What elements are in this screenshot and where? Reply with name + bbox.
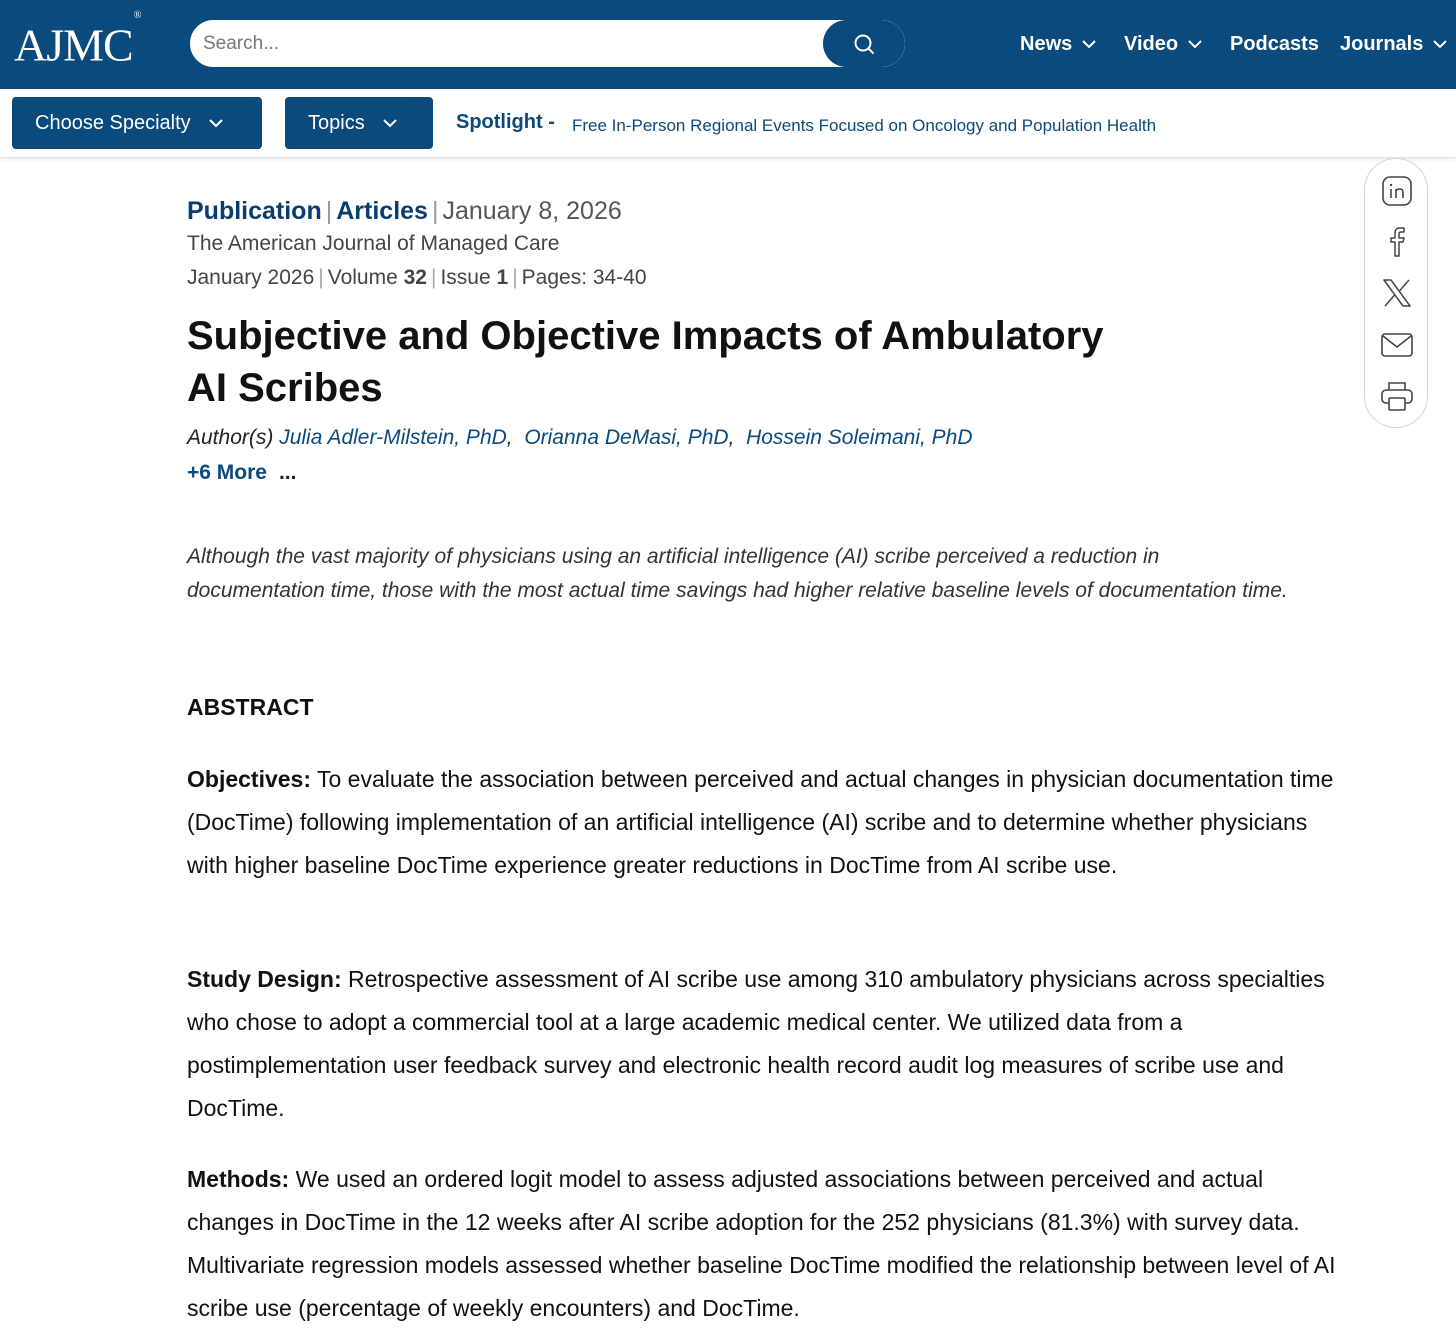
facebook-icon <box>1381 225 1413 259</box>
more-authors-ellipsis: ... <box>278 461 297 484</box>
author-link[interactable]: Hossein Soleimani, PhD <box>746 426 973 449</box>
chevron-down-icon <box>1188 40 1202 49</box>
search-input[interactable] <box>190 20 824 67</box>
nav-video-label: Video <box>1124 33 1179 55</box>
author-link[interactable]: Julia Adler-Milstein, PhD <box>279 426 507 449</box>
nav-podcasts-label: Podcasts <box>1230 33 1319 55</box>
search-icon <box>853 33 875 55</box>
issue-date: January 2026 <box>187 266 315 289</box>
article-date: January 8, 2026 <box>442 197 622 225</box>
journal-name: The American Journal of Managed Care <box>187 232 560 255</box>
choose-specialty-label: Choose Specialty <box>35 111 191 134</box>
abstract-study-design <box>187 958 1347 1130</box>
article-title-line-1: Subjective and Objective Impacts of Ambulatory <box>187 314 1104 358</box>
x-icon <box>1381 277 1413 309</box>
article-meta: Publication | Articles | January 8, 2026 <box>187 197 622 225</box>
issue-number: 1 <box>496 266 509 289</box>
chevron-down-icon <box>1433 40 1447 49</box>
nav-journals[interactable] <box>1340 0 1447 89</box>
email-share-button[interactable] <box>1379 327 1415 363</box>
article-title <box>187 310 1197 414</box>
site-logo[interactable]: AJMC® <box>14 10 141 71</box>
print-button[interactable] <box>1379 378 1415 414</box>
author-link[interactable]: Orianna DeMasi, PhD <box>524 426 729 449</box>
spotlight-label: Spotlight - <box>456 111 555 133</box>
linkedin-share-button[interactable] <box>1379 173 1415 209</box>
volume-label: Volume <box>327 266 398 289</box>
section-text: We used an ordered logit model to assess adjusted associations between perceived and actual changes in DocTime in the 12 weeks after AI scribe adoption for the 252 physicians (81.3%) with survey data. Multivariate regression models assessed whether baseline DocTime modified the relationship between level of AI scribe use (percentage of weekly encounters) and DocTime. <box>187 1166 1336 1321</box>
abstract-methods <box>187 1158 1347 1330</box>
abstract-objectives <box>187 758 1347 887</box>
nav-news[interactable] <box>1020 0 1096 89</box>
spotlight-link[interactable]: Free In-Person Regional Events Focused on Oncology and Population Health <box>572 116 1157 135</box>
publication-link[interactable]: Publication <box>187 197 322 225</box>
section-label: Objectives: <box>187 766 311 792</box>
print-icon <box>1380 379 1414 413</box>
topics-label: Topics <box>308 111 365 134</box>
chevron-down-icon <box>1082 40 1096 49</box>
x-share-button[interactable] <box>1379 275 1415 311</box>
nav-journals-label: Journals <box>1340 33 1424 55</box>
issue-info: January 2026 | Volume 32 | Issue 1 | Pages: 34-40 <box>187 266 647 289</box>
facebook-share-button[interactable] <box>1379 224 1415 260</box>
section-text: Retrospective assessment of AI scribe use among 310 ambulatory physicians across specialties who chose to adopt a commercial tool at a large academic medical center. We utilized data from a postimplementation user feedback survey and electronic health record audit log measures of scribe use and DocTime. <box>187 966 1325 1121</box>
more-authors <box>187 461 296 485</box>
chevron-down-icon <box>209 119 223 128</box>
nav-podcasts[interactable] <box>1230 0 1319 89</box>
volume-number: 32 <box>403 266 427 289</box>
share-rail <box>1364 158 1428 428</box>
section-label: Methods: <box>187 1166 290 1192</box>
email-icon <box>1380 331 1414 359</box>
search-bar <box>189 19 906 68</box>
section-label: Study Design: <box>187 966 342 992</box>
topics-button[interactable] <box>285 97 433 149</box>
authors-label: Author(s) <box>187 426 274 449</box>
articles-link[interactable]: Articles <box>336 197 428 225</box>
chevron-down-icon <box>383 119 397 128</box>
pages: Pages: 34-40 <box>521 266 647 289</box>
author-list: Author(s) Julia Adler-Milstein, PhD, Orianna DeMasi, PhD, Hossein Soleimani, PhD <box>187 426 973 449</box>
more-authors-button[interactable]: +6 More <box>187 461 267 484</box>
article-summary: Although the vast majority of physicians using an artificial intelligence (AI) scribe perceived a reduction in documentation time, those with the most actual time savings had higher relative baseline levels of documentation time. <box>187 545 1288 602</box>
article-title-line-2: AI Scribes <box>187 366 383 410</box>
section-text: To evaluate the association between perceived and actual changes in physician documentation time (DocTime) following implementation of an artificial intelligence (AI) scribe and to determine whether physicians with higher baseline DocTime experience greater reductions in DocTime from AI scribe use. <box>187 766 1334 878</box>
issue-label: Issue <box>440 266 491 289</box>
site-header <box>0 0 1456 89</box>
linkedin-icon <box>1381 175 1413 207</box>
search-button[interactable] <box>823 20 905 67</box>
nav-news-label: News <box>1020 33 1073 55</box>
choose-specialty-button[interactable] <box>12 97 262 149</box>
nav-video[interactable] <box>1124 0 1202 89</box>
abstract-heading: ABSTRACT <box>187 694 314 720</box>
